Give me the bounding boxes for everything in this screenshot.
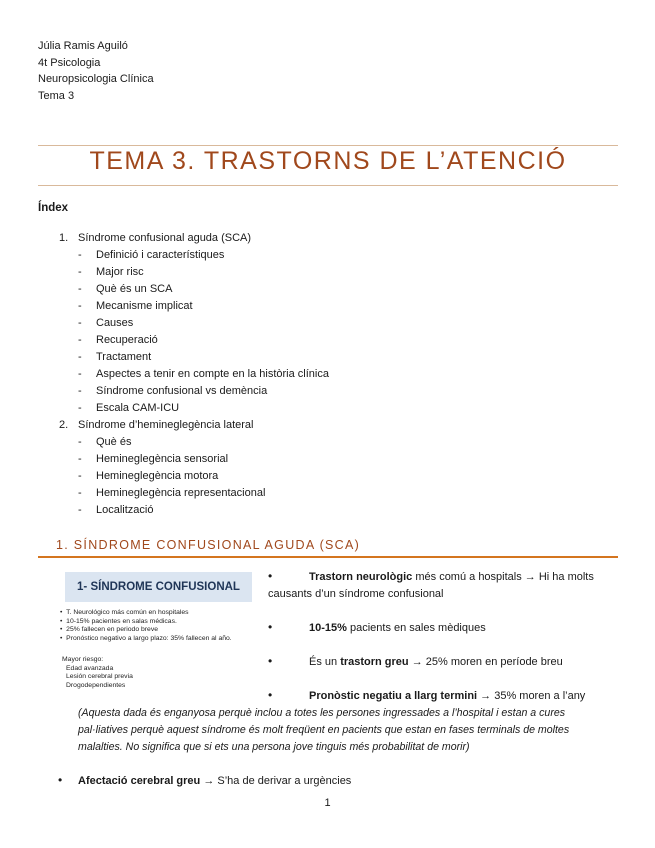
- point-text: pacients en sales mèdiques: [346, 622, 486, 634]
- toc-dash: -: [78, 487, 82, 499]
- point-strong: Trastorn neurològic: [309, 571, 413, 583]
- toc-item-label: Definició i característiques: [96, 249, 225, 261]
- note-line: malalties. No significa que si ets una persona jove tinguis més probabilitat de morir): [78, 741, 470, 753]
- slide-bullet-text: 10-15% pacientes en salas médicas.: [66, 617, 177, 625]
- bullet-icon: •: [58, 773, 63, 787]
- point-strong: 10-15%: [309, 622, 347, 634]
- course-year: 4t Psicologia: [38, 56, 101, 69]
- toc-dash: -: [78, 402, 82, 414]
- toc-dash: -: [78, 436, 82, 448]
- slide-bullet: [60, 609, 232, 618]
- point-strong: trastorn greu: [340, 656, 409, 668]
- point-severe: [309, 654, 563, 671]
- toc-item-label: Escala CAM-ICU: [96, 402, 180, 414]
- point-text: → 35% moren a l’any: [477, 690, 586, 702]
- point-percentage: [309, 620, 486, 637]
- document-header: [38, 38, 154, 104]
- slide-risk-item: Drogodependientes: [66, 681, 126, 689]
- toc-item-label: Hemineglegència sensorial: [96, 453, 229, 465]
- toc-dash: -: [78, 351, 82, 363]
- point-neurological-cont: causants d’un síndrome confusional: [268, 588, 444, 600]
- point-text: → S’ha de derivar a urgències: [200, 775, 352, 787]
- slide-risk-item: Lesión cerebral previa: [66, 673, 133, 680]
- toc-dash: -: [78, 470, 82, 482]
- toc-item-label: Què és: [96, 436, 132, 448]
- note-line: pal·liatives perquè aquest síndrome és molt freqüent en pacients que estan en fases terminals de moltes: [78, 724, 570, 736]
- bullet-icon: •: [268, 569, 273, 583]
- note-line: (Aquesta dada és enganyosa perquè inclou a totes les persones ingressades a l’hospital i estan a cures: [78, 707, 566, 719]
- slide-bullet: [60, 635, 232, 644]
- bullet-icon: •: [268, 654, 273, 668]
- point-text: → 25% moren en període breu: [408, 656, 563, 668]
- point-strong: Afectació cerebral greu: [78, 775, 201, 787]
- toc-section-number: 1.: [59, 232, 69, 244]
- topic-number: Tema 3: [38, 89, 75, 102]
- point-strong: Pronòstic negatiu a llarg termini: [309, 690, 478, 702]
- bullet-icon: •: [60, 634, 63, 642]
- toc-dash: -: [78, 300, 82, 312]
- toc-dash: -: [78, 385, 82, 397]
- toc-dash: -: [78, 317, 82, 329]
- toc-item-label: Recuperació: [96, 334, 158, 346]
- toc-dash: -: [78, 368, 82, 380]
- toc-item-label: Tractament: [96, 351, 152, 363]
- slide-risk-item: Edad avanzada: [66, 664, 114, 672]
- bullet-icon: •: [60, 617, 63, 625]
- toc-item-label: Localització: [96, 504, 154, 516]
- toc-item-label: Causes: [96, 317, 134, 329]
- point-pre: És un: [309, 656, 341, 668]
- toc-dash: -: [78, 334, 82, 346]
- slide-image: [58, 566, 258, 706]
- toc-item-label: Hemineglegència motora: [96, 470, 219, 482]
- slide-bullet: [60, 618, 232, 627]
- toc-dash: -: [78, 266, 82, 278]
- slide-bullet: [60, 626, 232, 635]
- point-neurological: [309, 569, 594, 586]
- toc-item-label: Mecanisme implicat: [96, 300, 193, 312]
- bullet-icon: •: [268, 620, 273, 634]
- title-bottom-rule: [38, 185, 618, 186]
- toc-dash: -: [78, 283, 82, 295]
- bullet-icon: •: [60, 626, 63, 633]
- toc-item-label: Què és un SCA: [96, 283, 173, 295]
- page-title: TEMA 3. TRASTORNS DE L’ATENCIÓ: [89, 147, 567, 175]
- slide-title: 1- SÍNDROME CONFUSIONAL: [65, 572, 252, 602]
- toc-section-number: 2.: [59, 419, 69, 431]
- toc-item-label: Hemineglegència representacional: [96, 487, 266, 499]
- toc-section-label: Síndrome d’hemineglegència lateral: [78, 419, 254, 431]
- toc-dash: -: [78, 504, 82, 516]
- toc-item-label: Síndrome confusional vs demència: [96, 385, 268, 397]
- toc-section-label: Síndrome confusional aguda (SCA): [78, 232, 252, 244]
- point-prognosis: [309, 688, 585, 705]
- slide-bullet-text: Pronóstico negativo a largo plazo: 35% fallecen al año.: [66, 634, 232, 642]
- slide-bullet-list: [60, 609, 232, 643]
- bullet-icon: •: [268, 688, 273, 702]
- toc-item-label: Major risc: [96, 266, 144, 278]
- toc-dash: -: [78, 453, 82, 465]
- slide-risk-list: [62, 656, 133, 690]
- slide-bullet-text: 25% fallecen en periodo breve: [66, 626, 158, 633]
- author-name: Júlia Ramis Aguiló: [38, 40, 128, 52]
- bullet-icon: •: [60, 609, 63, 616]
- title-top-rule: [38, 145, 618, 146]
- page-number: 1: [324, 797, 331, 809]
- section-rule: [38, 556, 618, 558]
- point-brain-damage: [78, 773, 351, 790]
- point-text: més comú a hospitals → Hi ha molts: [412, 571, 594, 583]
- toc-item-label: Aspectes a tenir en compte en la història clínica: [96, 368, 329, 380]
- index-heading: Índex: [38, 202, 69, 214]
- subject-name: Neuropsicologia Clínica: [38, 73, 154, 85]
- slide-risk-title: Mayor riesgo:: [62, 656, 104, 663]
- slide-bullet-text: T. Neurológico más común en hospitales: [66, 609, 189, 616]
- section-heading: 1. SÍNDROME CONFUSIONAL AGUDA (SCA): [56, 538, 361, 552]
- toc-dash: -: [78, 249, 82, 261]
